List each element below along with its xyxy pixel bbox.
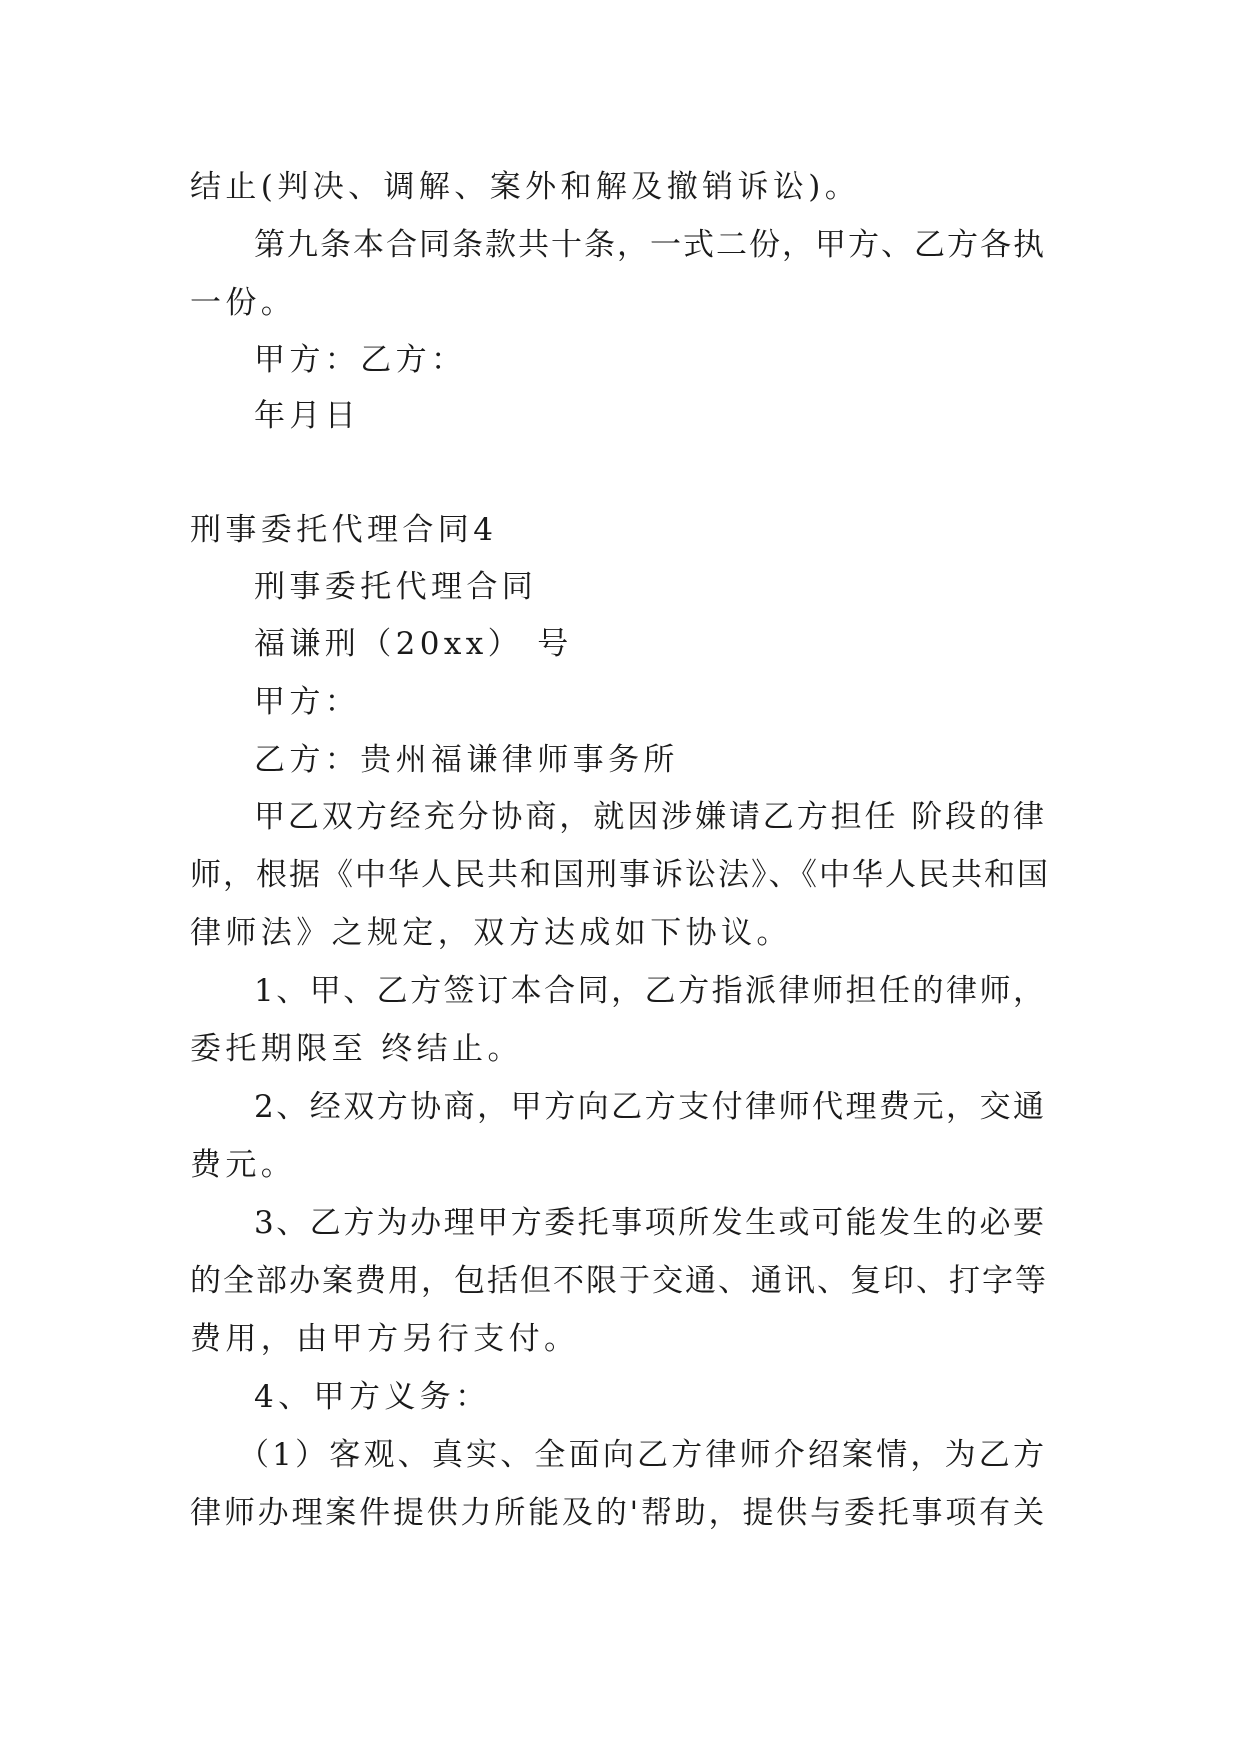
document-title: 刑事委托代理合同 (254, 569, 538, 605)
text-line: 甲乙双方经充分协商，就因涉嫌请乙方担任 阶段的律 (254, 799, 1046, 835)
text-line: 2、经双方协商，甲方向乙方支付律师代理费元，交通 (254, 1089, 1046, 1125)
text-line: 一份。 (190, 285, 297, 321)
text-line: （1）客观、真实、全面向乙方律师介绍案情，为乙方 (238, 1437, 1046, 1473)
text-line: 律师办理案件提供力所能及的'帮助，提供与委托事项有关 (190, 1495, 1046, 1531)
text-line: 3、乙方为办理甲方委托事项所发生或可能发生的必要 (254, 1205, 1046, 1241)
text-line: 甲方：乙方： (254, 342, 467, 378)
text-line: 结止(判决、调解、案外和解及撤销诉讼)。 (190, 169, 861, 205)
text-line: 第九条本合同条款共十条，一式二份，甲方、乙方各执 (254, 227, 1046, 263)
text-line: 1、甲、乙方签订本合同，乙方指派律师担任的律师， (254, 973, 1046, 1009)
text-line: 师，根据《中华人民共和国刑事诉讼法》、《中华人民共和国 (190, 857, 1050, 893)
text-line: 律师法》之规定，双方达成如下协议。 (190, 915, 792, 951)
party-b: 乙方：贵州福谦律师事务所 (254, 742, 679, 778)
document-number: 福谦刑（20xx） 号 (254, 626, 573, 662)
text-line: 费用，由甲方另行支付。 (190, 1321, 580, 1357)
text-line: 年月日 (254, 398, 361, 434)
text-line: 的全部办案费用，包括但不限于交通、通讯、复印、打字等 (190, 1263, 1048, 1299)
party-a: 甲方： (254, 684, 361, 720)
section-heading: 刑事委托代理合同4 (190, 512, 498, 548)
text-line: 4、甲方义务： (254, 1379, 491, 1415)
text-line: 费元。 (190, 1147, 297, 1183)
text-line: 委托期限至 终结止。 (190, 1031, 523, 1067)
